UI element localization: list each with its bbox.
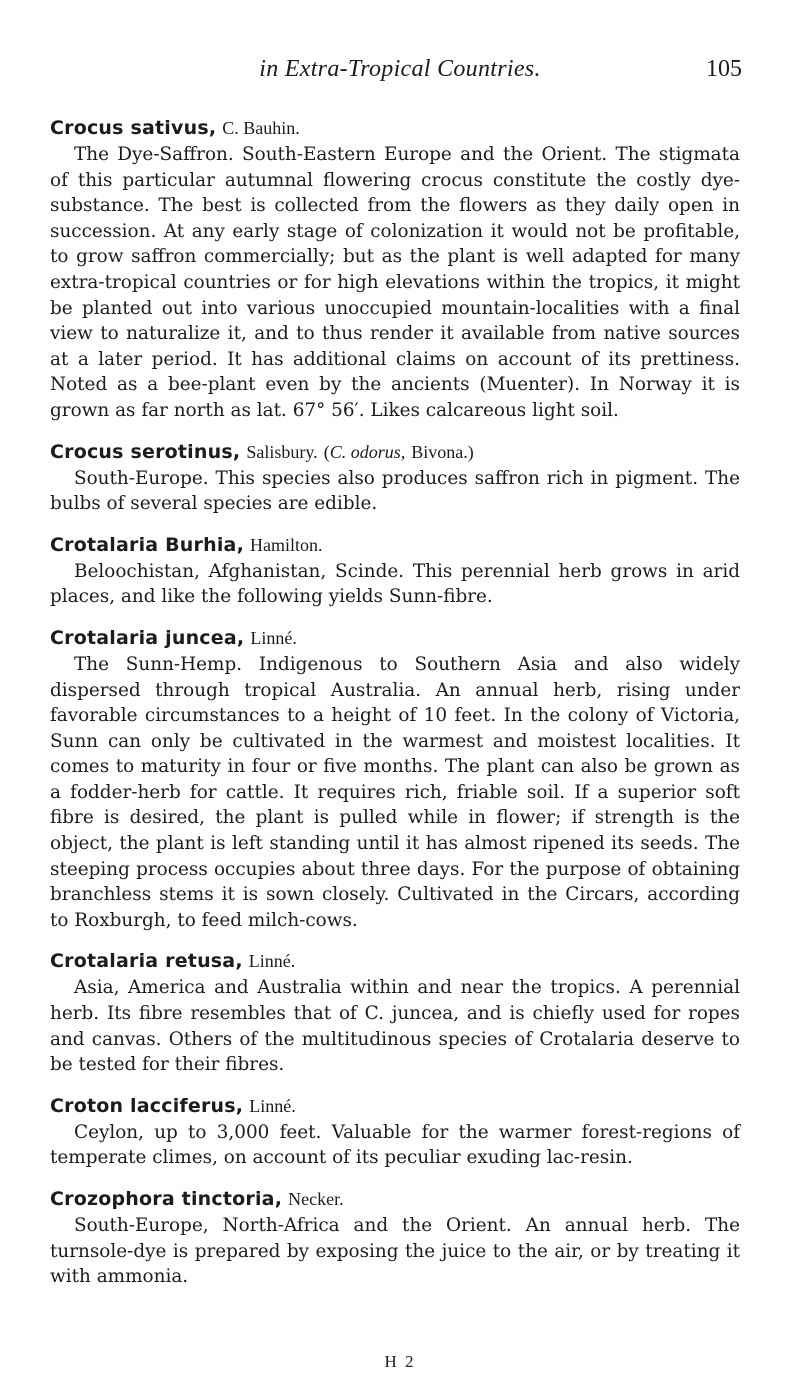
entry-body: South-Europe. This species also produces saffron rich in pigment. The bulbs of several species are edible. [50,467,740,515]
entry-crotalaria-retusa [50,947,740,1077]
entry-term: Crotalaria juncea, [50,626,245,649]
entry-term: Crozophora tinctoria, [50,1188,283,1210]
entry-authority: Linné. [248,951,296,972]
entry-head [50,947,740,975]
entry-body: South-Europe, North-Africa and the Orient. An annual herb. The turnsole-dye is prepared by exposing the juice to the air, or by treating it with ammonia. [50,1215,740,1288]
signature-mark: H 2 [384,1352,416,1371]
entry-body: The Dye-Saffron. South-Eastern Europe and the Orient. The stigmata of this particular autumnal flowering crocus constitute the costly dye-substance. The best is collected from the flowers as they daily open in succession. At any early stage of colonization it would not be profitable, to grow saffron commercially; but as the plant is well adapted for many extra-tropical countries or for high elevations within the tropics, it might be planted out into various unoccupied mountain-localities with a final view to naturalize it, and to thus render it available from native sources at a later period. It has additional claims on account of its prettiness. Noted as a bee-plant even by the ancients (Muenter). In Norway it is grown as far north as lat. 67° 56′. Likes calcareous light soil. [50,144,740,421]
entry-synonym-author: Bivona.) [411,441,474,462]
entry-term: Croton lacciferus, [50,1094,244,1117]
entries-list [50,114,740,1304]
entry-head [50,1185,740,1213]
entry-crotalaria-juncea [50,624,740,934]
running-title: in Extra-Tropical Countries. [259,56,541,82]
entry-term: Crotalaria retusa, [50,950,243,973]
entry-synonym: C. odorus, [329,441,406,462]
entry-term: Crotalaria Burhia, [50,533,244,556]
entry-croton-lacciferus [50,1092,740,1171]
entry-head [50,1092,740,1120]
entry-synonym-open: ( [323,441,330,462]
entry-body: Beloochistan, Afghanistan, Scinde. This perennial herb grows in arid places, and like the following yields Sunn-fibre. [50,560,740,608]
page-number: 105 [706,56,742,82]
entry-body: The Sunn-Hemp. Indigenous to Southern Asia and also widely dispersed through tropical Australia. An annual herb, rising under favorable circumstances to a height of 10 feet. In the colony of Victoria, Sunn can only be cultivated in the warmest and moistest localities. It comes to maturity in four or five months. The plant can also be grown as a fodder-herb for cattle. It requires rich, friable soil. If a superior soft fibre is desired, the plant is pulled while in flower; if strength is the object, the plant is left standing until it has almost ripened its seeds. The steeping process occupies about three days. For the purpose of obtaining branchless stems it is sown closely. Cultivated in the Circars, according to Roxburgh, to feed milch-cows. [50,653,740,931]
entry-body: Ceylon, up to 3,000 feet. Valuable for the warmer forest-regions of temperate climes, on account of its peculiar exuding lac-resin. [50,1121,740,1169]
entry-authority: Hamilton. [250,534,323,555]
entry-head [50,624,740,652]
entry-authority: Linné. [249,1095,296,1116]
entry-authority: C. Bauhin. [222,118,300,138]
entry-crozophora-tinctoria [50,1185,740,1290]
entry-head [50,114,740,142]
entry-authority: Salisbury. [246,441,318,462]
running-head [0,56,800,86]
entry-body: Asia, America and Australia within and near the tropics. A perennial herb. Its fibre resembles that of C. juncea, and is chiefly used for ropes and canvas. Others of the multitudinous species of Crotalaria deserve to be tested for their fibres. [50,977,740,1076]
entry-head [50,438,740,466]
entry-crocus-sativus [50,114,740,424]
entry-head [50,531,740,559]
entry-crotalaria-burhia [50,531,740,610]
entry-term: Crocus serotinus, [50,440,241,463]
entry-crocus-serotinus [50,438,740,517]
entry-term: Crocus sativus, [50,117,217,139]
entry-authority: Necker. [288,1189,344,1209]
entry-authority: Linné. [250,627,297,648]
